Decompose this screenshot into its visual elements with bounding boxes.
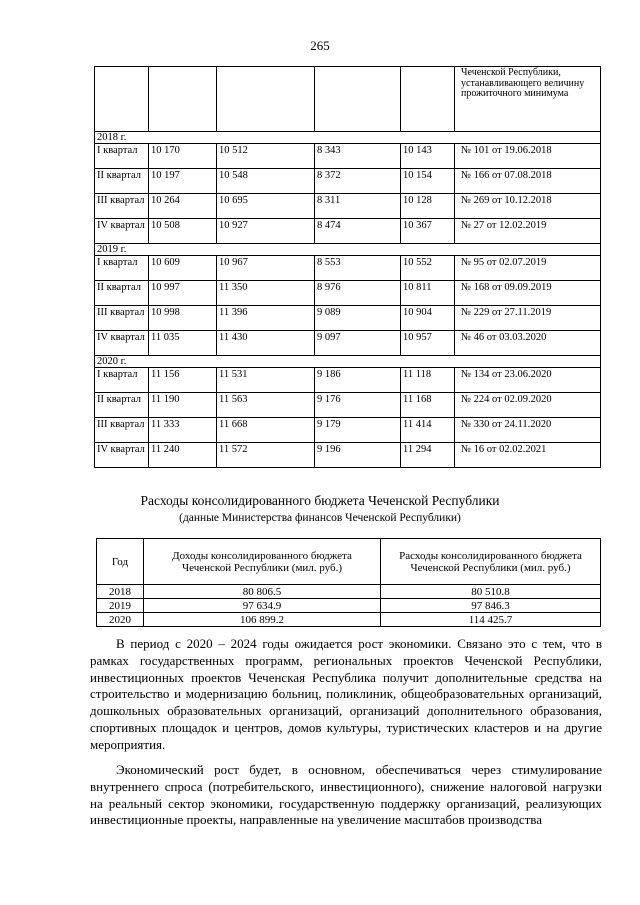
value-cell: 10 367 [401, 219, 455, 244]
value-cell: 10 957 [401, 331, 455, 356]
value-cell: 10 512 [217, 144, 315, 169]
value-cell: 11 531 [217, 368, 315, 393]
value-cell: 10 609 [149, 256, 217, 281]
document-cell: № 134 от 23.06.2020 [455, 368, 601, 393]
quarter-cell: III квартал [95, 306, 149, 331]
value-cell: 11 572 [217, 443, 315, 468]
table-row [95, 393, 601, 418]
document-cell: № 269 от 10.12.2018 [455, 194, 601, 219]
document-cell: № 224 от 02.09.2020 [455, 393, 601, 418]
expense-header: Расходы консолидированного бюджета Чеченской Республики (мил. руб.) [381, 539, 601, 585]
table-row [95, 306, 601, 331]
value-cell: 11 563 [217, 393, 315, 418]
value-cell: 8 976 [315, 281, 401, 306]
table-row [95, 418, 601, 443]
table-row [95, 256, 601, 281]
table-row [95, 169, 601, 194]
budget-table-header [97, 539, 601, 585]
value-cell: 9 179 [315, 418, 401, 443]
quarter-cell: II квартал [95, 169, 149, 194]
value-cell: 11 668 [217, 418, 315, 443]
value-cell: 10 548 [217, 169, 315, 194]
document-cell: № 27 от 12.02.2019 [455, 219, 601, 244]
quarter-cell: III квартал [95, 418, 149, 443]
quarter-cell: IV квартал [95, 331, 149, 356]
quarter-cell: III квартал [95, 194, 149, 219]
value-cell: 10 508 [149, 219, 217, 244]
table-row [95, 281, 601, 306]
quarter-cell: II квартал [95, 393, 149, 418]
year-group-row [95, 132, 601, 144]
document-cell: № 95 от 02.07.2019 [455, 256, 601, 281]
document-cell: № 330 от 24.11.2020 [455, 418, 601, 443]
document-cell: № 168 от 09.09.2019 [455, 281, 601, 306]
expense-cell: 114 425.7 [381, 613, 601, 627]
value-cell: 11 350 [217, 281, 315, 306]
document-cell: № 101 от 19.06.2018 [455, 144, 601, 169]
subsistence-minimum-table [94, 66, 601, 468]
value-cell: 10 128 [401, 194, 455, 219]
document-cell: № 46 от 03.03.2020 [455, 331, 601, 356]
value-cell: 9 196 [315, 443, 401, 468]
table-row [95, 443, 601, 468]
value-cell: 8 372 [315, 169, 401, 194]
value-cell: 9 089 [315, 306, 401, 331]
value-cell: 11 156 [149, 368, 217, 393]
document-cell: № 166 от 07.08.2018 [455, 169, 601, 194]
expense-cell: 97 846.3 [381, 599, 601, 613]
value-cell: 11 396 [217, 306, 315, 331]
table-row [95, 144, 601, 169]
expense-cell: 80 510.8 [381, 585, 601, 599]
year-label: 2020 г. [95, 356, 601, 368]
budget-table-title: Расходы консолидированного бюджета Чеченской Республики [140, 493, 500, 508]
value-cell: 11 190 [149, 393, 217, 418]
value-cell: 10 695 [217, 194, 315, 219]
income-cell: 106 899.2 [144, 613, 381, 627]
value-cell: 10 154 [401, 169, 455, 194]
quarter-cell: IV квартал [95, 443, 149, 468]
value-cell: 9 186 [315, 368, 401, 393]
value-cell: 10 143 [401, 144, 455, 169]
value-cell: 10 967 [217, 256, 315, 281]
table-row [97, 613, 601, 627]
value-cell: 10 998 [149, 306, 217, 331]
table-row [95, 331, 601, 356]
year-label: 2019 г. [95, 244, 601, 256]
value-cell: 11 118 [401, 368, 455, 393]
value-cell: 10 552 [401, 256, 455, 281]
quarter-cell: I квартал [95, 256, 149, 281]
value-cell: 8 553 [315, 256, 401, 281]
value-cell: 10 811 [401, 281, 455, 306]
year-cell: 2019 [97, 599, 144, 613]
value-cell: 9 176 [315, 393, 401, 418]
budget-table-subtitle: (данные Министерства финансов Чеченской Республики) [179, 512, 461, 524]
value-cell: 8 474 [315, 219, 401, 244]
value-cell: 10 197 [149, 169, 217, 194]
value-cell: 9 097 [315, 331, 401, 356]
value-cell: 10 997 [149, 281, 217, 306]
year-label: 2018 г. [95, 132, 601, 144]
value-cell: 11 294 [401, 443, 455, 468]
table-row [97, 585, 601, 599]
year-group-row [95, 356, 601, 368]
table-row [95, 219, 601, 244]
quarter-cell: I квартал [95, 368, 149, 393]
value-cell: 8 311 [315, 194, 401, 219]
value-cell: 10 904 [401, 306, 455, 331]
value-cell: 11 168 [401, 393, 455, 418]
table-row [97, 599, 601, 613]
document-cell: № 229 от 27.11.2019 [455, 306, 601, 331]
page-number: 265 [310, 38, 330, 53]
table-header-row [95, 67, 601, 132]
quarter-cell: II квартал [95, 281, 149, 306]
value-cell: 11 035 [149, 331, 217, 356]
value-cell: 11 414 [401, 418, 455, 443]
value-cell: 8 343 [315, 144, 401, 169]
document-cell: № 16 от 02.02.2021 [455, 443, 601, 468]
quarter-cell: IV квартал [95, 219, 149, 244]
income-cell: 80 806.5 [144, 585, 381, 599]
paragraph-economic-growth: В период с 2020 – 2024 годы ожидается рост экономики. Связано это с тем, что в рамках государственных программ, региональных проектов Чеченской Республики, инвестиционных проектов Чеченская Республика получит дополнительные средства на строительство и модернизацию больниц, поликлиник, общеобразовательных организаций, дошкольных образовательных организаций, организаций дополнительного образования, спортивных площадок и центров, домов культуры, туристических кластеров и на другие мероприятия. [90, 636, 602, 752]
value-cell: 10 170 [149, 144, 217, 169]
income-cell: 97 634.9 [144, 599, 381, 613]
paragraph-growth-drivers: Экономический рост будет, в основном, обеспечиваться через стимулирование внутреннего спроса (потребительского, инвестиционного), снижение налоговой нагрузки на реальный сектор экономики, государственную поддержку организаций, реализующих инвестиционные проекты, направленные на увеличение масштабов производства [90, 762, 602, 828]
value-cell: 11 430 [217, 331, 315, 356]
value-cell: 10 264 [149, 194, 217, 219]
income-header: Доходы консолидированного бюджета Чеченской Республики (мил. руб.) [144, 539, 381, 585]
budget-table [96, 538, 601, 627]
year-group-row [95, 244, 601, 256]
quarter-cell: I квартал [95, 144, 149, 169]
year-cell: 2020 [97, 613, 144, 627]
table-row [95, 194, 601, 219]
document-column-header: Чеченской Республики, устанавливающего величину прожиточного минимума [455, 67, 601, 132]
table-row [95, 368, 601, 393]
year-header: Год [97, 539, 144, 585]
year-cell: 2018 [97, 585, 144, 599]
value-cell: 11 240 [149, 443, 217, 468]
value-cell: 11 333 [149, 418, 217, 443]
value-cell: 10 927 [217, 219, 315, 244]
